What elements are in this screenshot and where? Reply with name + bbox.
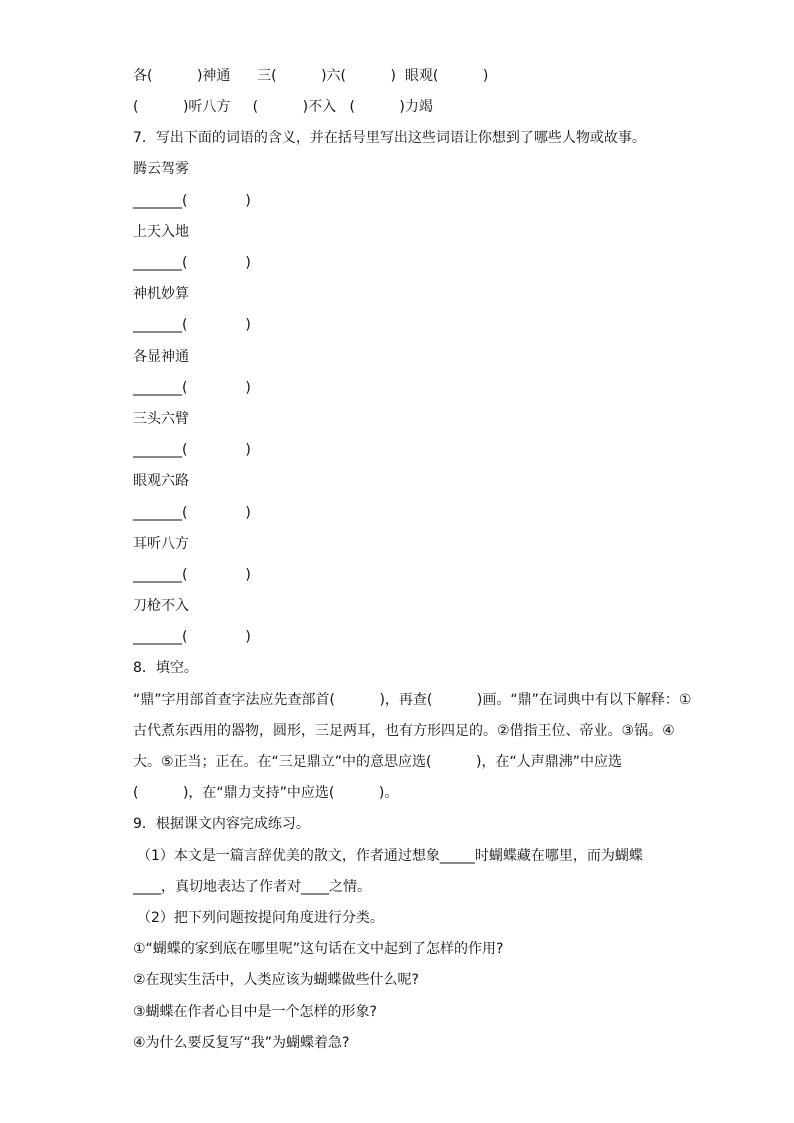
classify-item-1: ①“蝴蝶的家到底在哪里呢”这句话在文中起到了怎样的作用? bbox=[133, 941, 504, 957]
answer-line-7: _______( ) bbox=[133, 567, 251, 583]
question-9-part-2: （2）把下列问题按提问角度进行分类。 bbox=[137, 910, 384, 926]
answer-line-3: _______( ) bbox=[133, 317, 251, 333]
question-8-title: 8．填空。 bbox=[133, 660, 198, 676]
idiom-8: 刀枪不入 bbox=[133, 598, 189, 614]
question-8-text-1: “鼎”字用部首查字法应先查部首( )，再查( )画。“鼎”在词典中有以下解释：① bbox=[133, 692, 692, 708]
idiom-1: 腾云驾雾 bbox=[133, 161, 189, 177]
idiom-2: 上天入地 bbox=[133, 224, 189, 240]
answer-line-2: _______( ) bbox=[133, 255, 251, 271]
question-7-title: 7．写出下面的词语的含义，并在括号里写出这些词语让你想到了哪些人物或故事。 bbox=[133, 130, 646, 146]
answer-line-5: _______( ) bbox=[133, 442, 251, 458]
fill-in-line-2: ( )听八方 ( )不入 ( )力竭 bbox=[133, 99, 433, 115]
idiom-5: 三头六臂 bbox=[133, 411, 189, 427]
classify-item-4: ④为什么要反复写“我”为蝴蝶着急? bbox=[133, 1035, 350, 1051]
answer-line-8: _______( ) bbox=[133, 629, 251, 645]
question-8-text-4: ( )，在“鼎力支持”中应选( )。 bbox=[133, 785, 399, 801]
fill-in-line-1: 各( )神通 三( )六( ) 眼观( ) bbox=[133, 68, 489, 84]
idiom-6: 眼观六路 bbox=[133, 473, 189, 489]
classify-item-2: ②在现实生活中，人类应该为蝴蝶做些什么呢? bbox=[133, 972, 419, 988]
question-8-text-3: 大。⑤正当；正在。在“三足鼎立”中的意思应选( )，在“人声鼎沸”中应选 bbox=[133, 754, 622, 770]
question-9-part-1-line-2: ____，真切地表达了作者对____之情。 bbox=[133, 879, 371, 895]
classify-item-3: ③蝴蝶在作者心目中是一个怎样的形象? bbox=[133, 1004, 377, 1020]
answer-line-1: _______( ) bbox=[133, 193, 251, 209]
question-9-title: 9．根据课文内容完成练习。 bbox=[133, 816, 310, 832]
idiom-4: 各显神通 bbox=[133, 349, 189, 365]
answer-line-4: _______( ) bbox=[133, 380, 251, 396]
question-9-part-1-line-1: （1）本文是一篇言辞优美的散文，作者通过想象_____时蝴蝶藏在哪里，而为蝴蝶 bbox=[137, 848, 643, 864]
idiom-3: 神机妙算 bbox=[133, 286, 189, 302]
answer-line-6: _______( ) bbox=[133, 505, 251, 521]
question-8-text-2: 古代煮东西用的器物，圆形，三足两耳，也有方形四足的。②借指王位、帝业。③锅。④ bbox=[133, 723, 675, 739]
idiom-7: 耳听八方 bbox=[133, 536, 189, 552]
